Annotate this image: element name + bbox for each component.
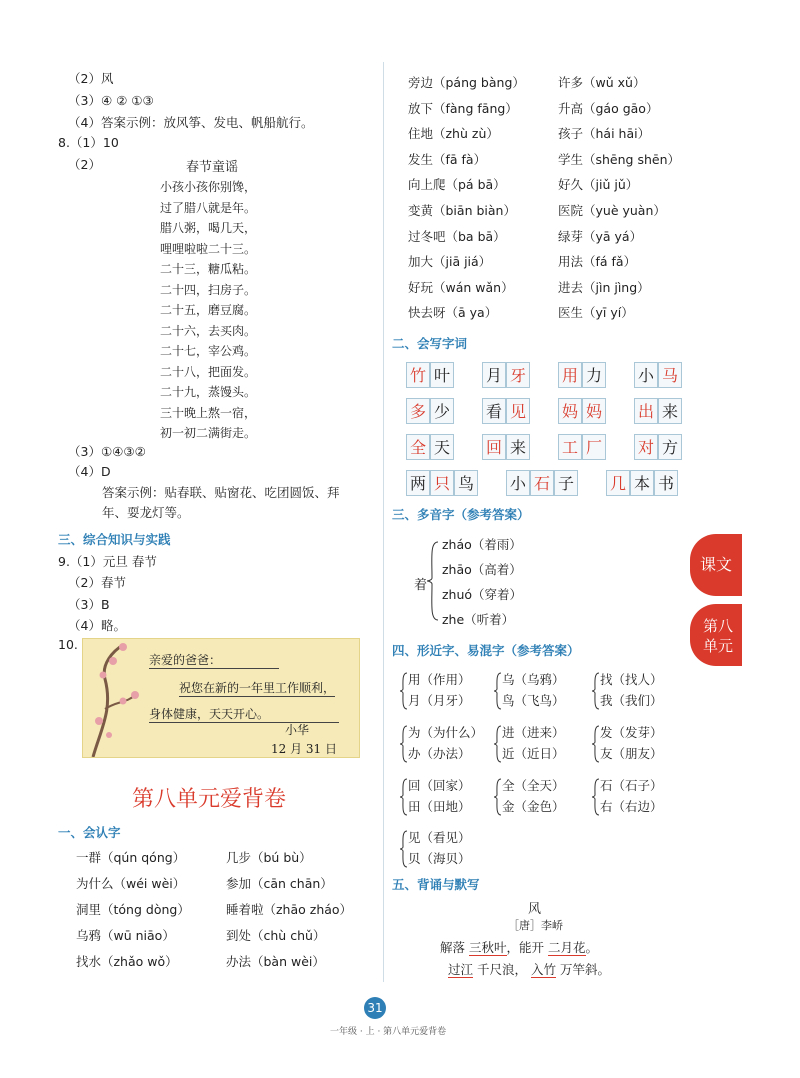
recite-poem-title: 风 (528, 902, 542, 917)
poem-l1-b: 三秋叶 (469, 940, 507, 955)
pinyin-item: 加大（jiā jiá） (408, 254, 492, 270)
write-char-cell: 妈 (582, 398, 606, 424)
pinyin-item: 到处（chù chǔ） (226, 928, 326, 943)
pinyin-item: 升高（gáo gāo） (558, 100, 659, 116)
q7-p3: （3）④ ② ①③ (68, 93, 154, 108)
poem-line: 二十四，扫房子。 (160, 282, 257, 297)
section1-title: 一、会认字 (58, 825, 121, 840)
write-char-cell: 来 (506, 434, 530, 460)
pinyin-item: 住地（zhù zù） (408, 126, 499, 142)
similar-char-item: 石（石子） (600, 778, 663, 793)
write-char-cell: 厂 (582, 434, 606, 460)
pinyin-item: 睡着啦（zhāo zháo） (226, 902, 353, 917)
poem-line: 哩哩啦啦二十三。 (160, 241, 257, 256)
similar-char-item: 回（回家） (408, 778, 471, 793)
pinyin-item: 旁边（páng bàng） (408, 75, 525, 90)
pair-brace (592, 725, 600, 763)
q9-p1: 9.（1）元旦 春节 (58, 554, 157, 569)
similar-char-item: 贝（海贝） (408, 851, 471, 866)
write-char-cell: 对 (634, 434, 658, 460)
poem-line: 三十晚上熬一宿， (160, 405, 257, 420)
pinyin-item: 放下（fàng fāng） (408, 100, 518, 116)
footer-text: 一年级 · 上 · 第八单元爱背卷 (330, 1027, 447, 1037)
similar-char-item: 鸟（飞鸟） (502, 693, 565, 708)
polyphone-item: zhāo（高着） (442, 562, 522, 577)
pair-brace (400, 830, 408, 868)
poem-l2-c: 入竹 (531, 962, 557, 977)
pair-brace (400, 672, 408, 710)
greeting-card (82, 638, 360, 758)
poem-l1-a: 解落 (440, 940, 466, 955)
poem-line: 二十三，糖瓜粘。 (160, 262, 257, 276)
plum-blossom-illustration (83, 639, 143, 757)
pinyin-item: 几步（bú bù） (226, 850, 312, 865)
similar-char-item: 办（办法） (408, 746, 471, 761)
poem-l2-d: 万竿斜。 (560, 962, 611, 977)
tab-unit-eight-label: 第八单元 (702, 617, 733, 655)
poem-line: 二十五，磨豆腐。 (160, 303, 257, 317)
q8-p4-example2: 年、耍龙灯等。 (102, 505, 190, 520)
write-char-cell: 少 (430, 398, 454, 424)
pair-brace (494, 725, 502, 763)
pinyin-item: 医院（yuè yuàn） (558, 203, 666, 218)
tab-unit-eight[interactable] (690, 604, 742, 666)
write-char-cell: 出 (634, 398, 658, 424)
pair-brace (400, 778, 408, 816)
pinyin-item: 进去（jìn jìng） (558, 279, 650, 295)
pinyin-item: 好玩（wán wǎn） (408, 279, 514, 295)
pinyin-item: 好久（jiǔ jǔ） (558, 177, 639, 193)
column-divider (383, 62, 384, 982)
write-char-cell: 鸟 (454, 470, 478, 496)
pinyin-item: 向上爬（pá bā） (408, 177, 506, 193)
polyphone-item: zhuó（穿着） (442, 587, 523, 602)
pinyin-item: 变黄（biān biàn） (408, 203, 516, 218)
similar-char-item: 乌（乌鸦） (502, 672, 565, 687)
q8-p2-label: （2） (68, 157, 101, 172)
pinyin-item: 洞里（tóng dòng） (76, 902, 190, 917)
pinyin-item: 参加（cān chān） (226, 876, 333, 891)
polyphone-brace (426, 538, 440, 624)
write-char-cell: 书 (654, 470, 678, 496)
pair-brace (400, 725, 408, 763)
write-char-cell: 用 (558, 362, 582, 388)
write-char-cell: 工 (558, 434, 582, 460)
pinyin-item: 孩子（hái hāi） (558, 126, 651, 142)
poem-l2-a: 过江 (448, 962, 474, 977)
similar-char-item: 见（看见） (408, 830, 471, 845)
poem-line: 小孩小孩你别馋， (160, 180, 257, 194)
write-char-cell: 多 (406, 398, 430, 424)
polyphone-item: zháo（着雨） (442, 537, 522, 552)
pinyin-item: 一群（qún qóng） (76, 850, 186, 865)
write-char-cell: 几 (606, 470, 630, 496)
polyphone-item: zhe（听着） (442, 612, 515, 627)
card-greeting: 亲爱的爸爸： (149, 651, 279, 669)
pinyin-item: 用法（fá fǎ） (558, 254, 637, 270)
poem-line: 腊八粥，喝几天， (160, 221, 257, 235)
poem-title: 春节童谣 (186, 160, 239, 175)
pinyin-item: 为什么（wéi wèi） (76, 876, 186, 891)
similar-char-item: 近（近日） (502, 746, 565, 761)
similar-char-item: 月（月牙） (408, 693, 471, 708)
write-char-cell: 只 (430, 470, 454, 496)
tab-lesson[interactable]: 课文 (690, 534, 742, 596)
section3-title-right: 三、多音字（参考答案） (392, 507, 530, 522)
pinyin-item: 办法（bàn wèi） (226, 954, 325, 969)
pinyin-item: 找水（zhǎo wǒ） (76, 954, 178, 969)
polyphone-char: 着 (414, 578, 428, 593)
write-char-cell: 天 (430, 434, 454, 460)
page-number: 31 (364, 997, 386, 1019)
similar-char-item: 发（发芽） (600, 725, 663, 740)
pair-brace (592, 672, 600, 710)
card-line2: 身体健康，天天开心。 (149, 705, 339, 723)
similar-char-item: 我（我们） (600, 693, 663, 708)
write-char-cell: 月 (482, 362, 506, 388)
poem-line: 过了腊八就是年。 (160, 200, 257, 215)
q8-p4: （4）D (68, 464, 111, 479)
write-char-cell: 小 (506, 470, 530, 496)
recite-poem-author: ［唐］李峤 (508, 919, 563, 932)
write-char-cell: 牙 (506, 362, 530, 388)
similar-char-item: 全（全天） (502, 778, 565, 793)
write-char-cell: 来 (658, 398, 682, 424)
q8-p1: 8.（1）10 (58, 135, 119, 150)
pair-brace (592, 778, 600, 816)
poem-line: 初一初二满街走。 (160, 426, 257, 440)
write-char-cell: 石 (530, 470, 554, 496)
write-char-cell: 竹 (406, 362, 430, 388)
poem-line: 二十八，把面发。 (160, 364, 257, 379)
unit-title: 第八单元爱背卷 (132, 787, 287, 812)
recite-poem-line2 (448, 960, 610, 978)
poem-line: 二十六，去买肉。 (160, 323, 257, 338)
q9-p2: （2）春节 (68, 575, 126, 590)
q8-p3: （3）①④③② (68, 444, 146, 459)
pair-brace (494, 672, 502, 710)
section3-title-left: 三、综合知识与实践 (58, 532, 171, 547)
poem-l1-d: 二月花 (548, 940, 586, 955)
section2-title: 二、会写字词 (392, 336, 468, 351)
poem-line: 二十九，蒸馒头。 (160, 385, 257, 399)
poem-l1-c: ，能开 (506, 940, 545, 955)
write-char-cell: 两 (406, 470, 430, 496)
similar-char-item: 进（进来） (502, 725, 565, 740)
pinyin-item: 快去呀（ā ya） (408, 305, 498, 321)
section5-title: 五、背诵与默写 (392, 877, 480, 892)
q8-p4-example1: 答案示例：贴春联、贴窗花、吃团圆饭、拜 (102, 485, 340, 500)
q7-p4: （4）答案示例：放风筝、发电、帆船航行。 (68, 115, 314, 130)
write-char-cell: 方 (658, 434, 682, 460)
write-char-cell: 马 (658, 362, 682, 388)
pinyin-item: 乌鸦（wū niāo） (76, 928, 175, 943)
write-char-cell: 小 (634, 362, 658, 388)
pinyin-item: 学生（shēng shēn） (558, 151, 681, 167)
similar-char-item: 找（找人） (600, 672, 663, 687)
write-char-cell: 力 (582, 362, 606, 388)
write-char-cell: 本 (630, 470, 654, 496)
poem-l1-e: 。 (585, 940, 599, 955)
write-char-cell: 妈 (558, 398, 582, 424)
write-char-cell: 全 (406, 434, 430, 460)
write-char-cell: 看 (482, 398, 506, 424)
q9-p4: （4）略。 (68, 618, 126, 633)
q7-p2: （2）风 (68, 71, 114, 86)
poem-line: 二十七，宰公鸡。 (160, 344, 257, 358)
card-sign: 小华 (285, 723, 310, 737)
similar-char-item: 田（田地） (408, 799, 471, 814)
poem-l2-b: 千尺浪， (477, 962, 528, 977)
pinyin-item: 发生（fā fà） (408, 151, 487, 167)
card-line1: 祝您在新的一年里工作顺利， (179, 681, 336, 695)
write-char-cell: 叶 (430, 362, 454, 388)
recite-poem-line1 (440, 938, 598, 956)
q9-p3: （3）B (68, 597, 110, 612)
similar-char-item: 金（金色） (502, 799, 565, 814)
pinyin-item: 绿芽（yā yá） (558, 228, 643, 244)
q10-label: 10. (58, 637, 78, 652)
pinyin-item: 医生（yī yí） (558, 305, 634, 321)
pair-brace (494, 778, 502, 816)
similar-char-item: 友（朋友） (600, 746, 663, 761)
card-date: 12 月 31 日 (271, 742, 337, 756)
similar-char-item: 右（右边） (600, 799, 663, 814)
section4-title: 四、形近字、易混字（参考答案） (392, 643, 580, 658)
pinyin-item: 许多（wǔ xǔ） (558, 75, 646, 90)
similar-char-item: 用（作用） (408, 672, 471, 687)
similar-char-item: 为（为什么） (408, 725, 484, 740)
write-char-cell: 子 (554, 470, 578, 496)
write-char-cell: 回 (482, 434, 506, 460)
write-char-cell: 见 (506, 398, 530, 424)
pinyin-item: 过冬吧（ba bā） (408, 228, 506, 244)
